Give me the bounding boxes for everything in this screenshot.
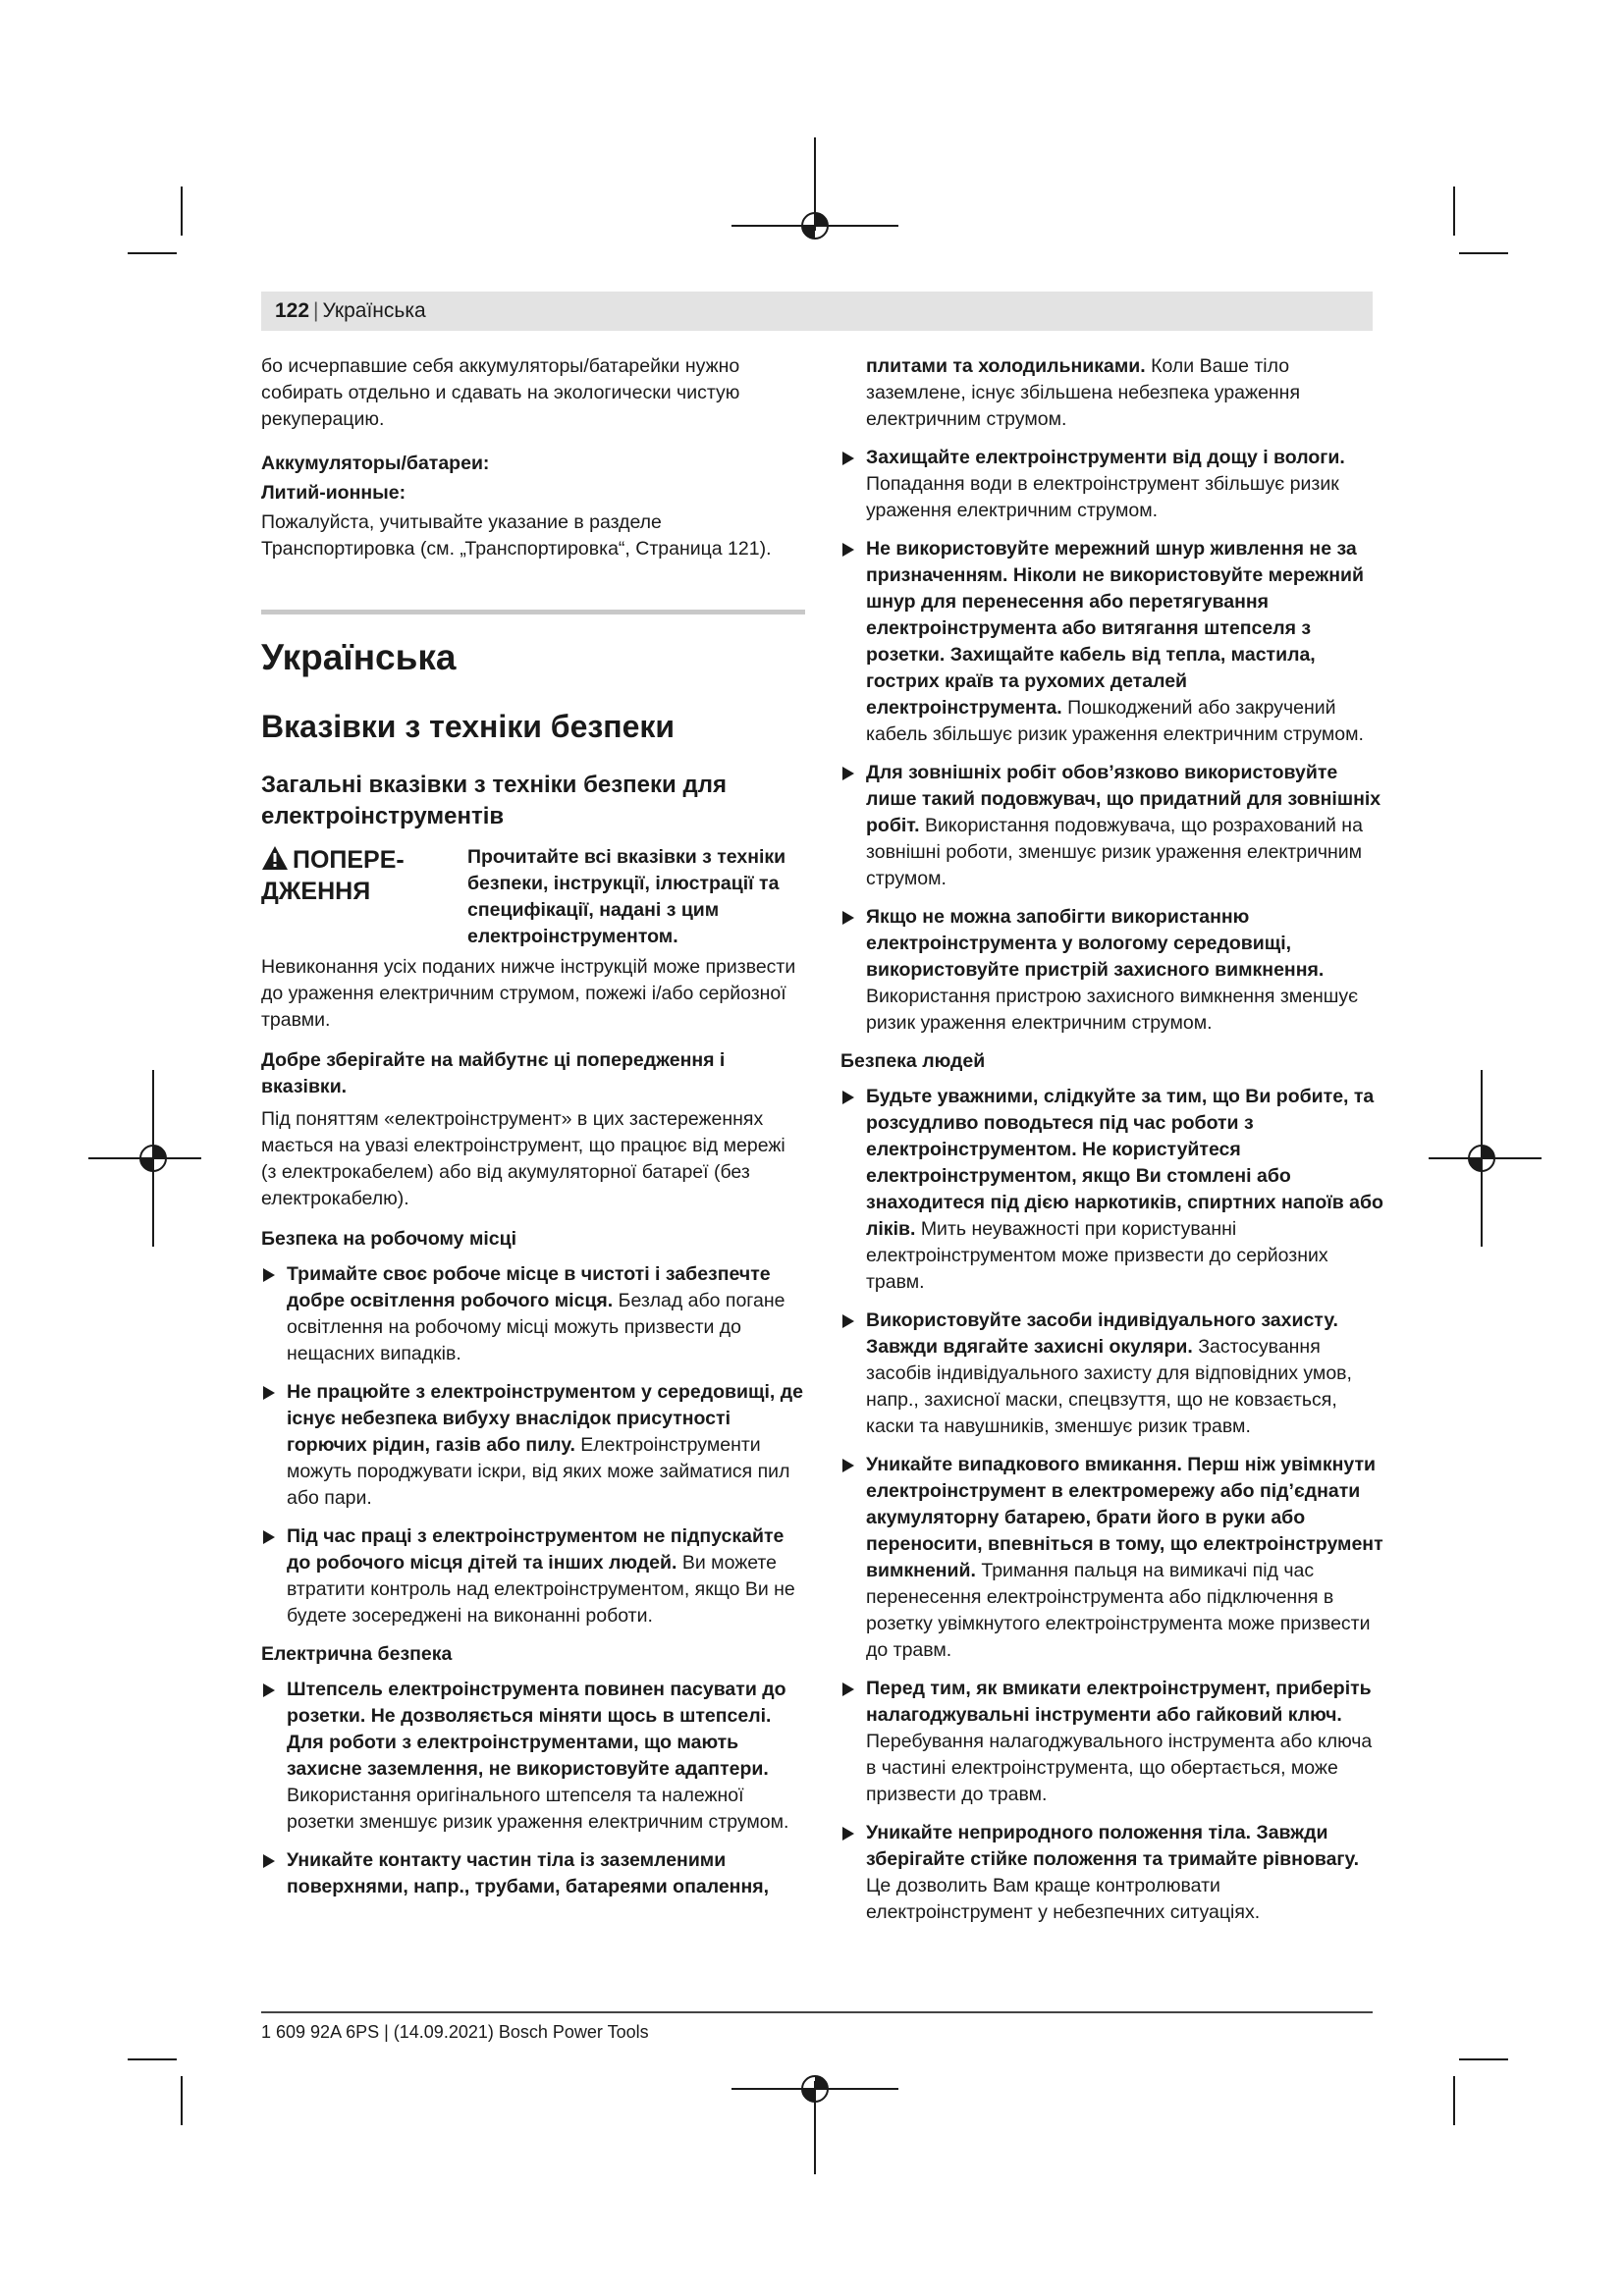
electric-heading: Електрична безпека: [261, 1643, 453, 1665]
item-bold: Уникайте випадкового вмикання. Перш ніж увімкнути електроінструмент в електромережу або під’єднати акумуляторну батарею, брати його в руки або переносити, впевніться в тому, що електроінструмент вимкнений.: [866, 1454, 1383, 1581]
bullet-triangle-icon: [842, 1827, 854, 1841]
item-text: Електроінструменти можуть породжувати іскри, від яких може займатися пил або пари.: [287, 1434, 790, 1509]
list-item: [840, 445, 1383, 524]
bullet-triangle-icon: [263, 1386, 275, 1400]
crop-mark: [1453, 2076, 1455, 2125]
item-bold: Використовуйте засоби індивідуального захисту. Завжди вдягайте захисні окуляри.: [866, 1309, 1338, 1358]
crop-mark: [181, 2076, 183, 2125]
bullet-triangle-icon: [263, 1683, 275, 1697]
workplace-list: [261, 1261, 805, 1629]
item-text: Коли Ваше тіло заземлене, існує збільшена небезпека ураження електричним струмом.: [866, 355, 1300, 430]
people-heading: Безпека людей: [840, 1050, 986, 1072]
item-bold: Не використовуйте мережний шнур живлення не за призначенням. Ніколи не використовуйте мережний шнур для перенесення або перетягування електроінструмента або витягання штепселя з розетки. Захищайте кабель від тепла, мастила, гострих країв та рухомих деталей електроінструмента.: [866, 538, 1364, 719]
list-item: [261, 1847, 805, 1900]
item-bold: Захищайте електроінструменти від дощу і вологи.: [866, 447, 1345, 468]
item-bold: Штепсель електроінструмента повинен пасувати до розетки. Не дозволяється міняти щось в штепселі. Для роботи з електроінструментами, що мають захисне заземлення, не використовуйте адаптери.: [287, 1679, 786, 1780]
item-bold: Уникайте контакту частин тіла із заземленими поверхнями, напр., трубами, батареями опалення,: [287, 1849, 770, 1897]
registration-mark-icon: [795, 206, 835, 245]
general-safety-title: Загальні вказівки з техніки безпеки для електроінструментів: [261, 772, 727, 829]
bullet-triangle-icon: [842, 1314, 854, 1328]
warning-label: [261, 844, 467, 907]
safety-title: Вказівки з техніки безпеки: [261, 709, 676, 744]
bullet-triangle-icon: [263, 1530, 275, 1544]
item-bold: Не працюйте з електроінструментом у середовищі, де існує небезпека вибуху внаслідок присутності горючих рідин, газів або пилу.: [287, 1381, 803, 1456]
item-bold: Для зовнішніх робіт обов’язково використовуйте лише такий подовжувач, що придатний для зовнішніх робіт.: [866, 762, 1381, 836]
list-item: [840, 1452, 1383, 1664]
item-text: Застосування засобів індивідуального захисту для відповідних умов, напр., захисної маски, спецвзуття, що не ковзається, каски та навушників, зменшує ризик травм.: [866, 1336, 1352, 1437]
registration-mark-icon: [795, 2069, 835, 2109]
bullet-triangle-icon: [263, 1854, 275, 1868]
list-item: [840, 536, 1383, 748]
item-text: Тримання пальця на вимикачі під час перенесення електроінструмента або підключення в розетку увімкнутого електроінструмента може призвести до травм.: [866, 1560, 1371, 1661]
footer-divider: [261, 2011, 1373, 2013]
item-text: Використання подовжувача, що розрахований на зовнішні роботи, зменшує ризик ураження електричним струмом.: [866, 815, 1363, 889]
battery-heading: Аккумуляторы/батареи:: [261, 453, 490, 474]
term-definition: Під поняттям «електроінструмент» в цих застереженнях мається на увазі електроінструмент, що працює від мережі (з електрокабелем) або від акумуляторної батареї (без електрокабелю).: [261, 1108, 785, 1209]
right-column: [840, 353, 1383, 1938]
list-item: [840, 1308, 1383, 1440]
crop-mark: [128, 252, 177, 254]
bullet-triangle-icon: [842, 767, 854, 780]
warning-label-text: ПОПЕРЕ-ДЖЕННЯ: [261, 846, 405, 905]
registration-mark-icon: [1462, 1139, 1501, 1178]
continued-item: [840, 353, 1383, 433]
header-separator: |: [313, 299, 319, 322]
lithium-paragraph: Пожалуйста, учитывайте указание в разделе Транспортировка (см. „Транспортировка“, Страница 121).: [261, 511, 772, 560]
electric-list-continued: [840, 445, 1383, 1037]
list-item: [261, 1379, 805, 1512]
crop-mark: [1459, 2058, 1508, 2060]
item-bold: Уникайте неприродного положення тіла. Завжди зберігайте стійке положення та тримайте рівновагу.: [866, 1822, 1360, 1870]
keep-instructions: Добре зберігайте на майбутнє ці попередження і вказівки.: [261, 1049, 726, 1097]
registration-mark-icon: [134, 1139, 173, 1178]
list-item: [840, 1084, 1383, 1296]
list-item: [261, 1523, 805, 1629]
item-text: Використання пристрою захисного вимкнення зменшує ризик ураження електричним струмом.: [866, 986, 1359, 1034]
item-bold: плитами та холодильниками.: [866, 355, 1146, 377]
people-list: [840, 1084, 1383, 1926]
crop-mark: [181, 187, 183, 236]
list-item: [840, 760, 1383, 892]
page-footer: 1 609 92A 6PS | (14.09.2021) Bosch Power Tools: [261, 2022, 649, 2042]
electric-list: [261, 1677, 805, 1900]
item-bold: Під час праці з електроінструментом не підпускайте до робочого місця дітей та інших людей.: [287, 1525, 785, 1574]
item-text: Перебування налагоджувального інструмента або ключа в частині електроінструмента, що обертається, може призвести до травм.: [866, 1731, 1373, 1805]
crop-mark: [1459, 252, 1508, 254]
item-bold: Якщо не можна запобігти використанню електроінструмента у вологому середовищі, використовуйте пристрій захисного вимкнення.: [866, 906, 1325, 981]
crop-mark: [1453, 187, 1455, 236]
bullet-triangle-icon: [842, 1091, 854, 1104]
language-title: Українська: [261, 637, 457, 677]
bullet-triangle-icon: [842, 911, 854, 925]
list-item: [840, 1676, 1383, 1808]
item-text: Безлад або погане освітлення на робочому місці можуть призвести до нещасних випадків.: [287, 1290, 785, 1364]
bullet-triangle-icon: [842, 452, 854, 465]
item-text: Попадання води в електроінструмент збільшує ризик ураження електричним струмом.: [866, 473, 1339, 521]
list-item: [261, 1677, 805, 1836]
header-language: Українська: [322, 299, 426, 322]
item-text: Використання оригінального штепселя та належної розетки зменшує ризик ураження електричним струмом.: [287, 1785, 789, 1833]
item-text: Пошкоджений або закручений кабель збільшує ризик ураження електричним струмом.: [866, 697, 1364, 745]
page-number: 122: [275, 299, 310, 322]
item-text: Це дозволить Вам краще контролювати електроінструмент у небезпечних ситуаціях.: [866, 1875, 1261, 1923]
list-item: [840, 904, 1383, 1037]
bullet-triangle-icon: [842, 1459, 854, 1472]
warning-block: [261, 844, 805, 950]
item-text: Ви можете втратити контроль над електроінструментом, якщо Ви не будете зосереджені на виконанні роботи.: [287, 1552, 795, 1627]
list-item: [840, 1820, 1383, 1926]
bullet-triangle-icon: [842, 543, 854, 557]
crop-mark: [128, 2058, 177, 2060]
warning-rest-text: Невиконання усіх поданих нижче інструкцій може призвести до ураження електричним струмом, пожежі і/або серйозної травми.: [261, 956, 796, 1031]
workplace-heading: Безпека на робочому місці: [261, 1228, 517, 1250]
item-bold: Будьте уважними, слідкуйте за тим, що Ви робите, та розсудливо поводьтеся під час роботи з електроінструментом. Не користуйтеся електроінструментом, якщо Ви стомлені або знаходитеся під дією наркотиків, спиртних напоїв або ліків.: [866, 1086, 1383, 1240]
page-header: [261, 292, 1373, 331]
bullet-triangle-icon: [263, 1268, 275, 1282]
lithium-heading: Литий-ионные:: [261, 482, 406, 504]
item-bold: Тримайте своє робоче місце в чистоті і забезпечте добре освітлення робочого місця.: [287, 1263, 771, 1311]
section-divider: [261, 610, 805, 614]
left-column: [261, 353, 805, 1912]
item-bold: Перед тим, як вмикати електроінструмент, приберіть налагоджувальні інструменти або гайковий ключ.: [866, 1678, 1372, 1726]
list-item: [261, 1261, 805, 1367]
item-text: Мить неуважності при користуванні електроінструментом може призвести до серйозних травм.: [866, 1218, 1328, 1293]
warning-bold-text: Прочитайте всі вказівки з техніки безпеки, інструкції, ілюстрації та специфікації, надані з цим електроінструментом.: [467, 846, 786, 947]
warning-triangle-icon: [261, 845, 289, 871]
intro-paragraph: бо исчерпавшие себя аккумуляторы/батарейки нужно собирать отдельно и сдавать на экологически чистую рекуперацию.: [261, 355, 740, 430]
bullet-triangle-icon: [842, 1682, 854, 1696]
